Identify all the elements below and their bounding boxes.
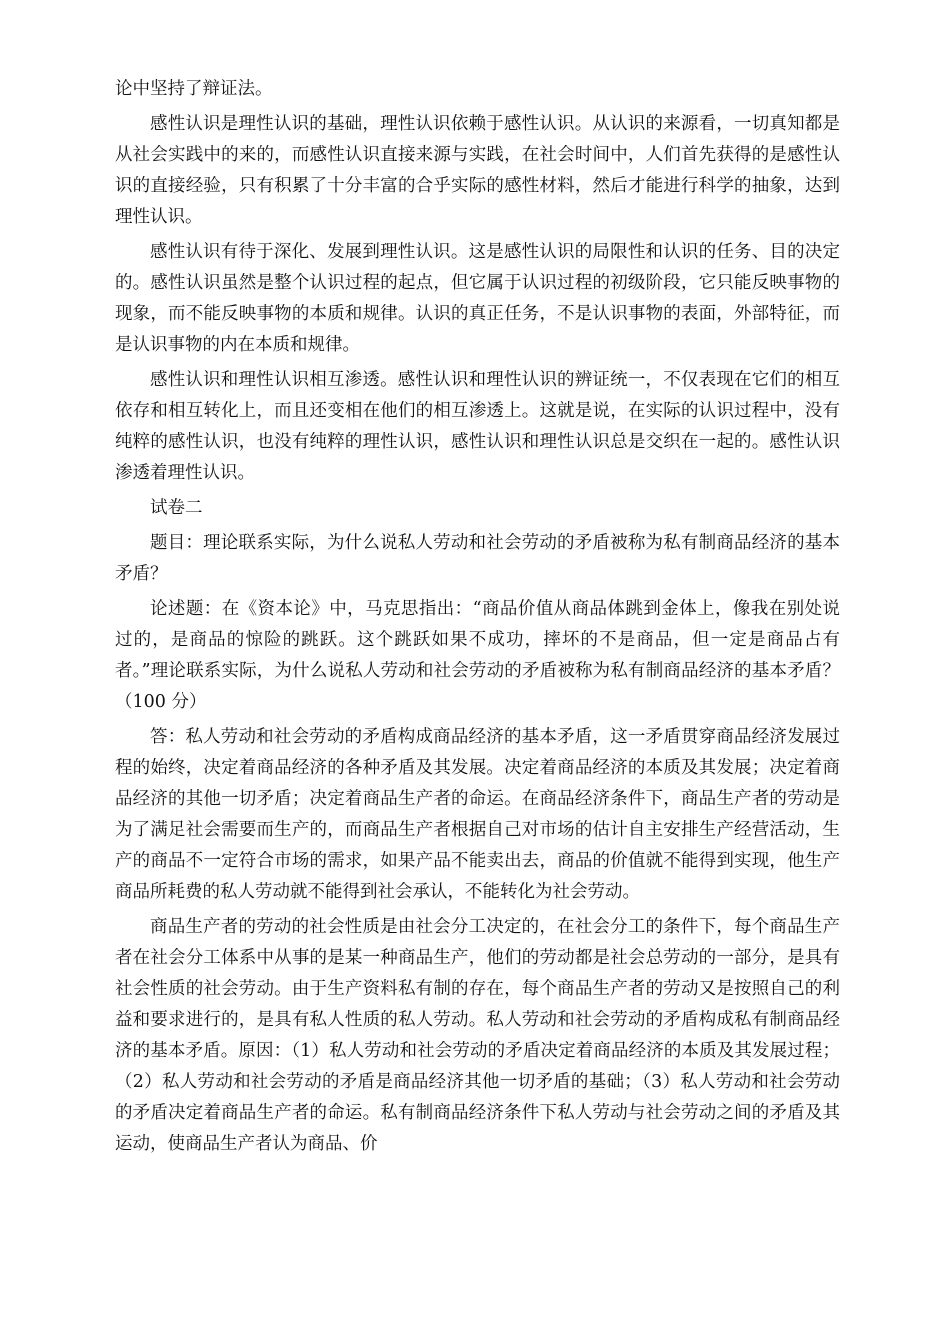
document-page <box>115 74 840 1160</box>
paragraph-continuation: 论中坚持了辩证法。 <box>115 79 273 99</box>
essay-question: 论述题：在《资本论》中，马克思指出：“商品价值从商品体跳到金体上，像我在别处说过的，是商品的惊险的跳跃。这个跳跃如果不成功，摔坏的不是商品，但一定是商品占有者。”理论联系实际，为什么说私人劳动和社会劳动的矛盾被称为私有制商品经济的基本矛盾？（100 分） <box>115 599 840 712</box>
answer-paragraph-continued: 商品生产者的劳动的社会性质是由社会分工决定的，在社会分工的条件下，每个商品生产者在社会分工体系中从事的是某一种商品生产，他们的劳动都是社会总劳动的一部分，是具有社会性质的社会劳动。由于生产资料私有制的存在，每个商品生产者的劳动又是按照自己的利益和要求进行的，是具有私人性质的私人劳动。私人劳动和社会劳动的矛盾构成私有制商品经济的基本矛盾。原因：（1）私人劳动和社会劳动的矛盾决定着商品经济的本质及其发展过程；（2）私人劳动和社会劳动的矛盾是商品经济其他一切矛盾的基础；（3）私人劳动和社会劳动的矛盾决定着商品生产者的命运。私有制商品经济条件下私人劳动与社会劳动之间的矛盾及其运动，使商品生产者认为商品、价 <box>115 917 840 1154</box>
paragraph-perceptual-basis: 感性认识是理性认识的基础，理性认识依赖于感性认识。从认识的来源看，一切真知都是从社会实践中的来的，而感性认识直接来源与实践，在社会时间中，人们首先获得的是感性认识的直接经验，只有积累了十分丰富的合乎实际的感性材料，然后才能进行科学的抽象，达到理性认识。 <box>115 114 840 227</box>
paragraph-perceptual-interpenetration: 感性认识和理性认识相互渗透。感性认识和理性认识的辨证统一，不仅表现在它们的相互依存和相互转化上，而且还变相在他们的相互渗透上。这就是说，在实际的认识过程中，没有纯粹的感性认识，也没有纯粹的理性认识，感性认识和理性认识总是交织在一起的。感性认识渗透着理性认识。 <box>115 370 840 483</box>
answer-paragraph: 答：私人劳动和社会劳动的矛盾构成商品经济的基本矛盾，这一矛盾贯穿商品经济发展过程的始终，决定着商品经济的各种矛盾及其发展。决定着商品经济的本质及其发展；决定着商品经济的其他一切矛盾；决定着商品生产者的命运。在商品经济条件下，商品生产者的劳动是为了满足社会需要而生产的，而商品生产者根据自己对市场的估计自主安排生产经营活动，生产的商品不一定符合市场的需求，如果产品不能卖出去，商品的价值就不能得到实现，他生产商品所耗费的私人劳动就不能得到社会承认，不能转化为社会劳动。 <box>115 727 840 902</box>
section-heading-exam-two: 试卷二 <box>150 498 203 518</box>
paragraph-perceptual-deepening: 感性认识有待于深化、发展到理性认识。这是感性认识的局限性和认识的任务、目的决定的。感性认识虽然是整个认识过程的起点，但它属于认识过程的初级阶段，它只能反映事物的现象，而不能反映事物的本质和规律。认识的真正任务，不是认识事物的表面，外部特征，而是认识事物的内在本质和规律。 <box>115 242 840 355</box>
question-title: 题目：理论联系实际，为什么说私人劳动和社会劳动的矛盾被称为私有制商品经济的基本矛盾？ <box>115 533 840 584</box>
